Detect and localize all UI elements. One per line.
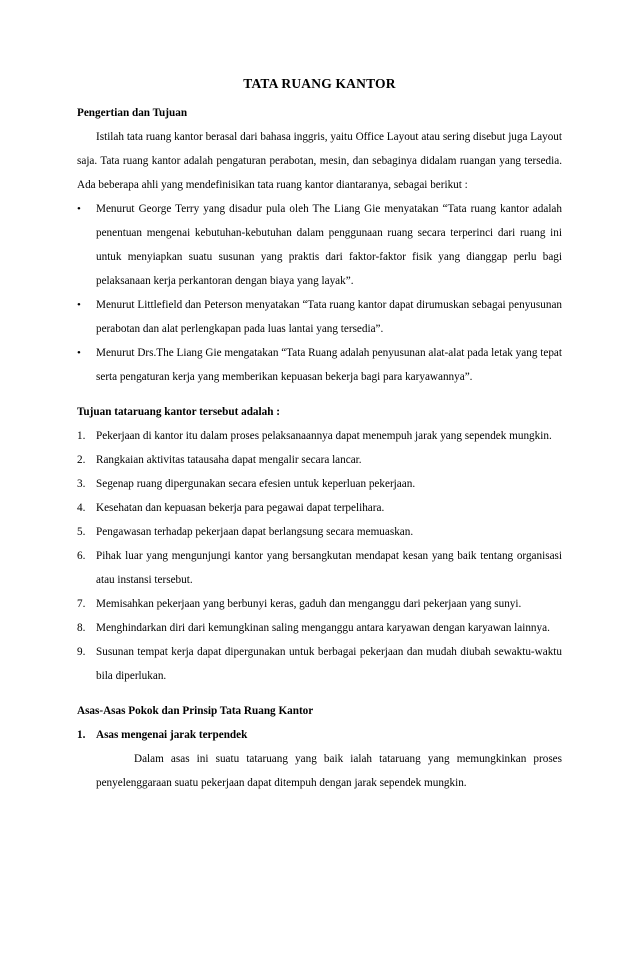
definition-list <box>77 197 562 389</box>
goal-item <box>77 448 562 472</box>
goal-number: 5. <box>77 526 86 538</box>
goal-text: Memisahkan pekerjaan yang berbunyi keras, gaduh dan menganggu dari pekerjaan yang sunyi. <box>96 598 522 610</box>
goal-item <box>77 520 562 544</box>
goal-text: Segenap ruang dipergunakan secara efesien untuk keperluan pekerjaan. <box>96 478 416 490</box>
goal-text: Pekerjaan di kantor itu dalam proses pelaksanaannya dapat menempuh jarak yang sependek mungkin. <box>96 430 552 442</box>
goal-number: 9. <box>77 646 86 658</box>
section-heading-asas: Asas-Asas Pokok dan Prinsip Tata Ruang Kantor <box>77 705 314 717</box>
definition-item: • Menurut Littlefield dan Peterson menyatakan “Tata ruang kantor dapat dirumuskan sebagai penyusunan perabotan dan alat perlengkapan pada luas lantai yang tersedia”. <box>77 293 562 341</box>
goal-text: Menghindarkan diri dari kemungkinan saling menganggu antara karyawan dengan karyawan lainnya. <box>96 622 550 634</box>
principle-heading: Asas mengenai jarak terpendek <box>96 729 248 741</box>
goals-list <box>77 424 562 688</box>
goal-text: Susunan tempat kerja dapat dipergunakan untuk berbagai pekerjaan dan mudah diubah sewaktu-waktu bila diperlukan. <box>96 646 562 682</box>
goal-item <box>77 472 562 496</box>
goal-number: 8. <box>77 622 86 634</box>
goal-number: 6. <box>77 550 86 562</box>
principle-item <box>77 723 562 747</box>
section-heading-pengertian: Pengertian dan Tujuan <box>77 107 188 119</box>
principle-body: Dalam asas ini suatu tataruang yang baik ialah tataruang yang memungkinkan proses penyelenggaraan suatu pekerjaan dapat ditempuh dengan jarak sependek mungkin. <box>96 753 562 789</box>
intro-paragraph: Istilah tata ruang kantor berasal dari bahasa inggris, yaitu Office Layout atau sering disebut juga Layout saja. Tata ruang kantor adalah pengaturan perabotan, mesin, dan sebaginya didalam ruangan yang tersedia. Ada beberapa ahli yang mendefinisikan tata ruang kantor diantaranya, sebagai berikut : <box>77 131 562 191</box>
goal-item <box>77 544 562 592</box>
section-heading-tujuan: Tujuan tataruang kantor tersebut adalah : <box>77 406 280 418</box>
document-title: TATA RUANG KANTOR <box>243 76 396 91</box>
goal-number: 2. <box>77 454 86 466</box>
goal-item <box>77 592 562 616</box>
principle-number: 1. <box>77 729 86 741</box>
goal-text: Rangkaian aktivitas tatausaha dapat mengalir secara lancar. <box>96 454 362 466</box>
goal-item <box>77 640 562 688</box>
definition-item: • Menurut Drs.The Liang Gie mengatakan “Tata Ruang adalah penyusunan alat-alat pada letak yang tepat serta pengaturan kerja yang memberikan kepuasan bekerja bagi para karyawannya”. <box>77 341 562 389</box>
goal-number: 4. <box>77 502 86 514</box>
goal-number: 3. <box>77 478 86 490</box>
goal-number: 1. <box>77 430 86 442</box>
goal-text: Kesehatan dan kepuasan bekerja para pegawai dapat terpelihara. <box>96 502 385 514</box>
goal-item <box>77 616 562 640</box>
goal-number: 7. <box>77 598 86 610</box>
goal-text: Pihak luar yang mengunjungi kantor yang bersangkutan mendapat kesan yang baik tentang organisasi atau instansi tersebut. <box>96 550 562 586</box>
document-page <box>77 76 562 795</box>
goal-text: Pengawasan terhadap pekerjaan dapat berlangsung secara memuaskan. <box>96 526 414 538</box>
definition-item: • Menurut George Terry yang disadur pula oleh The Liang Gie menyatakan “Tata ruang kantor adalah penentuan mengenai kebutuhan-kebutuhan dalam penggunaan ruang secara terperinci dari ruang ini untuk menyiapkan suatu susunan yang praktis dari faktor-faktor fisik yang dianggap perlu bagi pelaksanaan kerja perkantoran dengan biaya yang layak”. <box>77 197 562 293</box>
goal-item <box>77 496 562 520</box>
goal-item <box>77 424 562 448</box>
